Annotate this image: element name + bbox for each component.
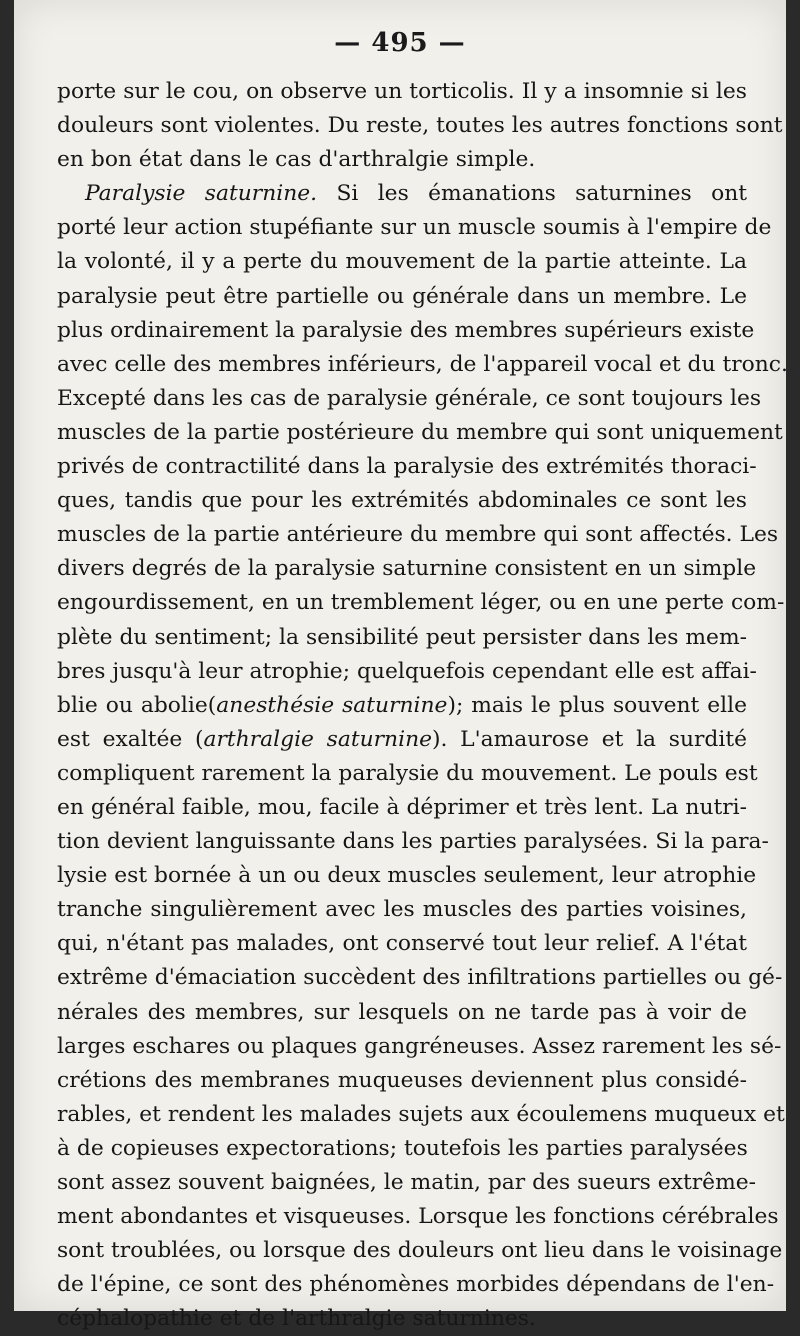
text-line xyxy=(57,689,747,723)
text-line xyxy=(57,382,762,416)
text-line xyxy=(57,109,783,143)
text-line xyxy=(57,1064,747,1098)
text-segment: muscles de la partie antérieure du membre qui sont affectés. Les xyxy=(57,522,779,548)
text-line xyxy=(57,143,747,177)
text-line xyxy=(57,348,788,382)
text-line xyxy=(57,621,747,655)
text-line xyxy=(57,1098,785,1132)
text-line xyxy=(57,757,758,791)
text-segment: privés de contractilité dans la paralysie des extrémités thoraci- xyxy=(57,454,757,480)
text-line xyxy=(57,825,769,859)
text-line xyxy=(57,484,747,518)
text-line xyxy=(57,1200,779,1234)
text-segment: ). L'amaurose et la surdité xyxy=(432,726,747,752)
text-segment: compliquent rarement la paralysie du mouvement. Le pouls est xyxy=(57,760,758,786)
text-segment: Si les émanations saturnines ont xyxy=(317,181,747,207)
text-line xyxy=(57,1166,757,1200)
italic-term: Paralysie saturnine. xyxy=(85,181,318,207)
text-segment: ment abondantes et visqueuses. Lorsque les fonctions cérébrales xyxy=(57,1204,779,1230)
text-line xyxy=(57,177,747,211)
italic-term: arthralgie saturnine xyxy=(203,726,433,752)
text-line xyxy=(57,655,757,689)
text-line xyxy=(57,586,785,620)
text-segment: crétions des membranes muqueuses deviennent plus considé- xyxy=(57,1067,747,1093)
text-line xyxy=(57,450,757,484)
text-segment: divers degrés de la paralysie saturnine consistent en un simple xyxy=(57,556,757,582)
text-segment: larges eschares ou plaques gangréneuses. Assez rarement les sé- xyxy=(57,1033,782,1059)
text-segment: plète du sentiment; la sensibilité peut persister dans les mem- xyxy=(57,624,747,650)
text-segment: tion devient languissante dans les parties paralysées. Si la para- xyxy=(57,829,769,855)
text-segment: muscles de la partie postérieure du membre qui sont uniquement xyxy=(57,419,783,445)
page-number: — 495 — xyxy=(334,28,466,58)
italic-term: anesthésie saturnine xyxy=(216,692,448,718)
text-segment: douleurs sont violentes. Du reste, toutes les autres fonctions sont xyxy=(57,113,783,139)
text-line xyxy=(57,1030,782,1064)
text-segment: céphalopathie et de l'arthralgie saturnines. xyxy=(57,1306,536,1332)
text-line xyxy=(57,416,783,450)
text-segment: lysie est bornée à un ou deux muscles seulement, leur atrophie xyxy=(57,863,757,889)
text-line xyxy=(57,927,747,961)
text-line xyxy=(57,552,757,586)
book-page xyxy=(14,0,788,1332)
text-segment: est exaltée ( xyxy=(57,726,204,752)
text-segment: paralysie peut être partielle ou générale dans un membre. Le xyxy=(57,283,747,309)
text-segment: nérales des membres, sur lesquels on ne tarde pas à voir de xyxy=(57,999,747,1025)
text-segment: en général faible, mou, facile à déprimer et très lent. La nutri- xyxy=(57,794,747,820)
text-segment: avec celle des membres inférieurs, de l'appareil vocal et du tronc. xyxy=(57,351,788,377)
text-line xyxy=(57,1268,775,1302)
text-line xyxy=(57,280,747,314)
text-line xyxy=(57,314,755,348)
text-line xyxy=(57,996,747,1030)
text-line xyxy=(57,859,757,893)
text-line xyxy=(57,518,779,552)
text-segment: ques, tandis que pour les extrémités abdominales ce sont les xyxy=(57,488,747,514)
text-segment: porte sur le cou, on observe un torticolis. Il y a insomnie si les xyxy=(57,79,747,104)
text-line xyxy=(57,1234,783,1268)
text-line xyxy=(57,75,747,109)
text-segment: tranche singulièrement avec les muscles des parties voisines, xyxy=(57,897,747,923)
text-segment: qui, n'étant pas malades, ont conservé tout leur relief. A l'état xyxy=(57,931,747,957)
text-segment: en bon état dans le cas d'arthralgie simple. xyxy=(57,147,536,173)
text-line xyxy=(57,1132,747,1166)
text-segment: rables, et rendent les malades sujets aux écoulemens muqueux et xyxy=(57,1101,785,1127)
text-segment: extrême d'émaciation succèdent des infiltrations partielles ou gé- xyxy=(57,965,783,991)
text-segment: à de copieuses expectorations; toutefois les parties paralysées xyxy=(57,1135,748,1161)
text-segment: sont troublées, ou lorsque des douleurs ont lieu dans le voisinage xyxy=(57,1238,783,1264)
text-line xyxy=(57,211,772,245)
text-segment: engourdissement, en un tremblement léger, ou en une perte com- xyxy=(57,590,785,616)
text-line xyxy=(57,723,747,757)
text-line xyxy=(57,961,783,995)
text-segment: la volonté, il y a perte du mouvement de la partie atteinte. La xyxy=(57,249,747,275)
text-segment: porté leur action stupéfiante sur un muscle soumis à l'empire de xyxy=(57,215,772,241)
text-segment: bres jusqu'à leur atrophie; quelquefois cependant elle est affai- xyxy=(57,658,757,684)
text-segment: sont assez souvent baignées, le matin, par des sueurs extrême- xyxy=(57,1170,757,1195)
text-segment: Excepté dans les cas de paralysie générale, ce sont toujours les xyxy=(57,385,762,411)
body-text xyxy=(57,75,788,1336)
text-line xyxy=(57,245,747,279)
text-segment: de l'épine, ce sont des phénomènes morbides dépendans de l'en- xyxy=(57,1272,775,1298)
text-segment: blie ou abolie( xyxy=(57,692,217,718)
text-segment: plus ordinairement la paralysie des membres supérieurs existe xyxy=(57,317,755,343)
text-line xyxy=(57,893,747,927)
text-line xyxy=(57,791,747,825)
text-line xyxy=(57,1302,747,1336)
text-segment: ); mais le plus souvent elle xyxy=(447,692,747,718)
